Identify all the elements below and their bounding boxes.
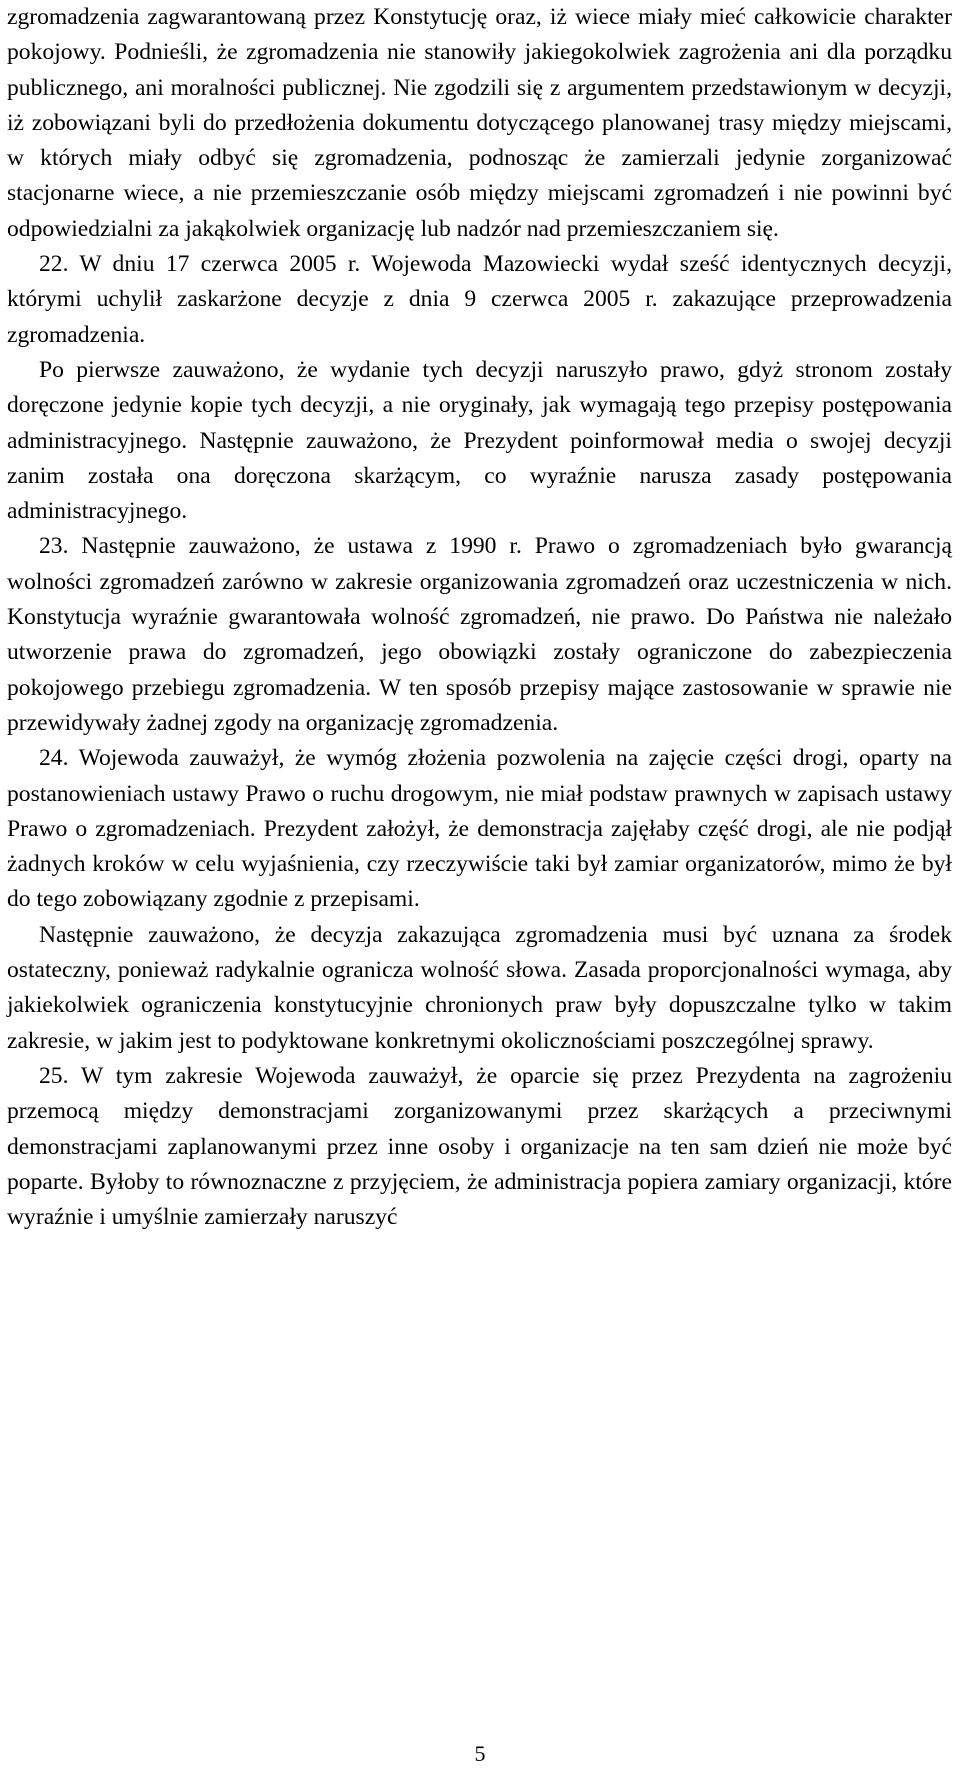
paragraph-22-continued: Po pierwsze zauważono, że wydanie tych decyzji naruszyło prawo, gdyż stronom zostały doręczone jedynie kopie tych decyzji, a nie oryginały, jak wymagają tego przepisy postępowania administracyjnego. Następnie zauważono, że Prezydent poinformował media o swojej decyzji zanim została ona doręczona skarżącym, co wyraźnie narusza zasady postępowania administracyjnego. xyxy=(7,356,952,525)
page-number: 5 xyxy=(474,1741,486,1766)
paragraph-24-continued: Następnie zauważono, że decyzja zakazująca zgromadzenia musi być uznana za środek ostateczny, ponieważ radykalnie ogranicza wolność słowa. Zasada proporcjonalności wymaga, aby jakiekolwiek ograniczenia konstytucyjnie chronionych praw były dopuszczalne tylko w takim zakresie, w jakim jest to podyktowane konkretnymi okolicznościami poszczególnej sprawy. xyxy=(7,921,952,1054)
paragraph-24: 24. Wojewoda zauważył, że wymóg złożenia pozwolenia na zajęcie części drogi, oparty na postanowieniach ustawy Prawo o ruchu drogowym, nie miał podstaw prawnych w zapisach ustawy Prawo o zgromadzeniach. Prezydent założył, że demonstracja zajęłaby część drogi, ale nie podjął żadnych kroków w celu wyjaśnienia, czy rzeczywiście taki był zamiar organizatorów, mimo że był do tego zobowiązany zgodnie z przepisami. xyxy=(7,745,952,913)
paragraph-continuation: zgromadzenia zagwarantowaną przez Konstytucję oraz, iż wiece miały mieć całkowicie charakter pokojowy. Podnieśli, że zgromadzenia nie stanowiły jakiegokolwiek zagrożenia ani dla porządku publicznego, ani moralności publicznej. Nie zgodzili się z argumentem przedstawionym w decyzji, iż zobowiązani byli do przedłożenia dokumentu dotyczącego planowanej trasy między miejscami, w których miały odbyć się zgromadzenia, podnosząc że zamierzali jedynie zorganizować stacjonarne wiece, a nie przemieszczanie osób między miejscami zgromadzeń i nie powinni być odpowiedzialni za jakąkolwiek organizację lub nadzór nad przemieszczaniem się. xyxy=(7,4,952,242)
paragraph-23: 23. Następnie zauważono, że ustawa z 1990 r. Prawo o zgromadzeniach było gwarancją wolności zgromadzeń zarówno w zakresie organizowania zgromadzeń oraz uczestniczenia w nich. Konstytucja wyraźnie gwarantowała wolność zgromadzeń, nie prawo. Do Państwa nie należało utworzenie prawa do zgromadzeń, jego obowiązki zostały ograniczone do zabezpieczenia pokojowego przebiegu zgromadzenia. W ten sposób przepisy mające zastosowanie w sprawie nie przewidywały żadnej zgody na organizację zgromadzenia. xyxy=(7,533,952,736)
paragraph-22: 22. W dniu 17 czerwca 2005 r. Wojewoda Mazowiecki wydał sześć identycznych decyzji, którymi uchylił zaskarżone decyzje z dnia 9 czerwca 2005 r. zakazujące przeprowadzenia zgromadzenia. xyxy=(7,251,952,348)
document-page xyxy=(7,0,952,1235)
paragraph-25: 25. W tym zakresie Wojewoda zauważył, że oparcie się przez Prezydenta na zagrożeniu przemocą między demonstracjami zorganizowanymi przez skarżących a przeciwnymi demonstracjami zaplanowanymi przez inne osoby i organizacje na ten sam dzień nie może być poparte. Byłoby to równoznaczne z przyjęciem, że administracja popiera zamiary organizacji, które wyraźnie i umyślnie zamierzały naruszyć xyxy=(7,1062,952,1231)
